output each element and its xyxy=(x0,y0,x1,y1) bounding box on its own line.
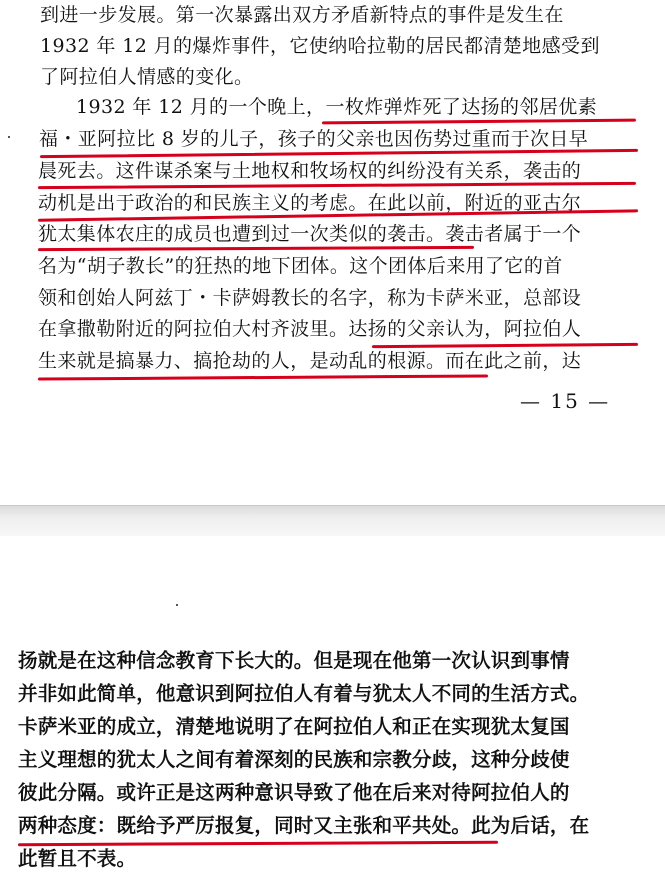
page-number: — 15 — xyxy=(520,389,611,413)
text-line: 名为“胡子教长”的狂热的地下团体。这个团体后来用了它的首 xyxy=(38,255,563,277)
text-line: 领和创始人阿兹丁・卡萨姆教长的名字，称为卡萨米亚，总部设 xyxy=(38,287,582,309)
scan-speck xyxy=(8,136,10,138)
text-line: 在拿撒勒附近的阿拉伯大村齐波里。达扬的父亲认为，阿拉伯人 xyxy=(38,318,582,340)
text-line: 主义理想的犹太人之间有着深刻的民族和宗教分歧，这种分歧使 xyxy=(18,748,570,771)
text-line: 两种态度：既给予严厉报复，同时又主张和平共处。此为后话，在 xyxy=(18,814,590,837)
red-underline xyxy=(38,374,488,380)
text-line: 到进一步发展。第一次暴露出双方矛盾新特点的事件是发生在 xyxy=(40,4,564,26)
text-line: 晨死去。这件谋杀案与土地权和牧场权的纠纷没有关系，袭击的 xyxy=(38,160,582,182)
text-line: 1932 年 12 月的爆炸事件，它使纳哈拉勒的居民都清楚地感受到 xyxy=(40,35,600,57)
text-line: 福・亚阿拉比 8 岁的儿子，孩子的父亲也因伤势过重而于次日早 xyxy=(39,128,589,150)
text-line: 扬就是在这种信念教育下长大的。但是现在他第一次认识到事情 xyxy=(18,649,570,672)
text-line: 1932 年 12 月的一个晚上，一枚炸弹炸死了达扬的邻居优素 xyxy=(76,96,598,118)
text-line: 犹太集体农庄的成员也遭到过一次类似的袭击。袭击者属于一个 xyxy=(38,223,582,245)
text-line: 生来就是搞暴力、搞抢劫的人，是动乱的根源。而在此之前，达 xyxy=(38,350,582,372)
text-line: 动机是出于政治的和民族主义的考虑。在此以前，附近的亚古尔 xyxy=(38,192,582,214)
text-line: 彼此分隔。或许正是这两种意识导致了他在后来对待阿拉伯人的 xyxy=(18,781,570,804)
red-underline xyxy=(18,841,498,846)
text-line: 了阿拉伯人情感的变化。 xyxy=(40,66,254,88)
bottom-page xyxy=(0,536,665,873)
text-line: 卡萨米亚的成立，清楚地说明了在阿拉伯人和正在实现犹太复国 xyxy=(18,715,570,738)
text-line: 并非如此简单，他意识到阿拉伯人有着与犹太人不同的生活方式。 xyxy=(18,682,590,705)
scan-speck xyxy=(176,604,178,606)
text-line: 此暂且不表。 xyxy=(18,847,137,870)
page-separator xyxy=(0,505,665,537)
